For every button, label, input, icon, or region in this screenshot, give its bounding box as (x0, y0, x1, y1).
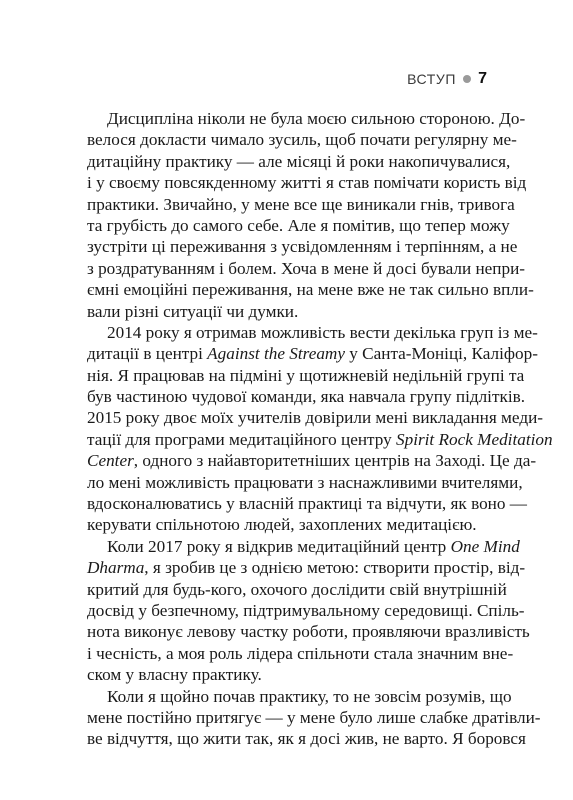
text-line: велося докласти чимало зусиль, щоб почати регулярну ме- (87, 130, 517, 150)
text-run: Коли 2017 року я відкрив медитаційний центр (107, 536, 451, 556)
text-line (87, 536, 520, 557)
text-run: критий для будь-кого, охочого дослідити свій внутрішній (87, 579, 507, 599)
paragraph (87, 686, 541, 750)
text-run: у Санта-Моніці, Каліфор- (344, 344, 538, 364)
running-head (407, 70, 487, 88)
italic-name: Against the Streamy (207, 344, 345, 364)
paragraph (87, 536, 530, 686)
text-line (87, 322, 538, 343)
text-run: , одного з найавторитетніших центрів на Заході. Це да- (133, 451, 537, 471)
text-line: Дисципліна ніколи не була моєю сильною стороною. До- (107, 109, 526, 128)
text-line: ємні емоційні переживання, на мене вже не так сильно впли- (87, 280, 534, 300)
text-line (87, 643, 514, 664)
text-line (87, 472, 523, 493)
text-run: ло мені можливість працювати з наснажливими вчителями, (87, 472, 523, 492)
text-line (87, 514, 487, 535)
bullet-dot-icon (463, 75, 471, 83)
text-run: вдосконалюватись у власній практиці та відчути, як воно — (87, 494, 527, 514)
text-line: дитаційну практику — але місяці й роки накопичувалися, (87, 151, 511, 171)
text-run: 2014 року я отримав можливість вести декілька груп із ме- (107, 322, 538, 342)
paragraph (87, 322, 553, 536)
italic-name: Center (87, 451, 134, 471)
text-run: досвід у безпечному, підтримувальному середовищі. Спіль- (87, 600, 525, 620)
text-line (87, 557, 526, 578)
text-line (87, 450, 537, 471)
text-run: дитації в центрі (87, 344, 208, 364)
text-line (87, 386, 526, 407)
text-line (87, 429, 553, 450)
text-run: 2015 року двоє моїх учителів довірили мені викладання меди- (87, 408, 543, 428)
paragraph (87, 108, 534, 322)
body-text (87, 108, 553, 750)
text-line (87, 664, 487, 685)
text-run: нія. Я працював на підміні у щотижневій недільній групі та (87, 365, 525, 385)
text-line (87, 343, 538, 364)
text-line (87, 365, 525, 386)
text-line: зустріти ці переживання з усвідомленням і терпінням, а не (87, 237, 518, 257)
text-line: вали різні ситуації чи думки. (87, 301, 299, 321)
text-run: нота виконує левову частку роботи, проявляючи вразливість (87, 622, 530, 642)
text-run: і чесність, а моя роль лідера спільноти стала значним вне- (87, 643, 514, 663)
text-line (87, 621, 530, 642)
italic-name: Spirit Rock Meditation (396, 429, 553, 449)
text-line (87, 493, 527, 514)
text-line (87, 600, 525, 621)
text-run: керувати спільнотою людей, захоплених медитацією. (87, 515, 477, 535)
text-line: з роздратуванням і болем. Хоча в мене й досі бували непри- (87, 258, 526, 278)
text-line: і у своєму повсякденному житті я став помічати користь від (87, 173, 527, 193)
italic-name: One Mind (450, 536, 520, 556)
text-line: мене постійно притягує — у мене було лише слабке дратівли- (87, 707, 541, 727)
text-line: Коли я щойно почав практику, то не зовсім розумів, що (107, 686, 512, 706)
text-run: був частиною чудової команди, яка навчала групу підлітків. (87, 387, 526, 407)
text-line: та грубість до самого себе. Але я помітив, що тепер можу (87, 215, 510, 235)
text-line: ве відчуття, що жити так, як я досі жив, не варто. Я боровся (87, 729, 526, 749)
text-line (87, 407, 543, 428)
text-run: тації для програми медитаційного центру (87, 429, 396, 449)
text-line: практики. Звичайно, у мене все ще виникали гнів, тривога (87, 194, 515, 214)
section-title: ВСТУП (407, 71, 457, 87)
italic-name: Dharma (87, 558, 145, 578)
text-run: ском у власну практику. (87, 665, 262, 685)
text-run: , я зробив це з однією метою: створити простір, від- (144, 558, 526, 578)
text-line (87, 579, 507, 600)
page-number: 7 (478, 70, 487, 87)
